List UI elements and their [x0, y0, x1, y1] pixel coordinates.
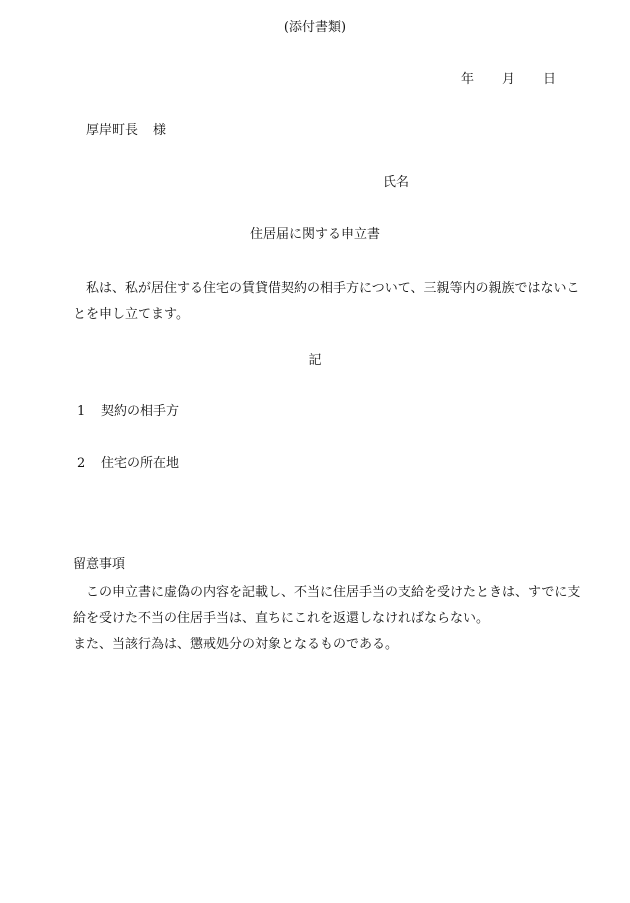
addressee: [86, 124, 166, 137]
date-day: 日: [542, 72, 556, 87]
item-contract-party: [77, 405, 179, 418]
item-number: 2: [77, 456, 86, 471]
date-month: 月: [501, 72, 515, 87]
notes-text: [73, 580, 581, 658]
document-title: 住居届に関する申立書: [249, 227, 380, 242]
addressee-honorific: 様: [153, 123, 167, 138]
applicant-name-label: 氏名: [383, 175, 410, 190]
item-label: 契約の相手方: [101, 404, 180, 419]
date-line: [461, 73, 556, 86]
item-number: 1: [77, 404, 86, 419]
item-label: 住宅の所在地: [101, 456, 180, 471]
attachment-label: (添付書類): [283, 20, 347, 35]
notes-paragraph-1: この申立書に虚偽の内容を記載し、不当に住居手当の支給を受けたときは、すでに支給を受けた不当の住居手当は、直ちにこれを返還しなければならない。: [73, 585, 581, 626]
ki-marker: 記: [308, 353, 322, 368]
date-year: 年: [460, 72, 474, 87]
notes-heading: 留意事項: [73, 557, 126, 572]
addressee-name: 厚岸町長: [86, 123, 139, 138]
item-residence-address: [77, 457, 179, 470]
declaration-body: 私は、私が居住する住宅の賃貸借契約の相手方について、三親等内の親族ではないことを申し立てます。: [73, 281, 580, 322]
notes-paragraph-2: また、当該行為は、懲戒処分の対象となるものである。: [73, 637, 399, 652]
